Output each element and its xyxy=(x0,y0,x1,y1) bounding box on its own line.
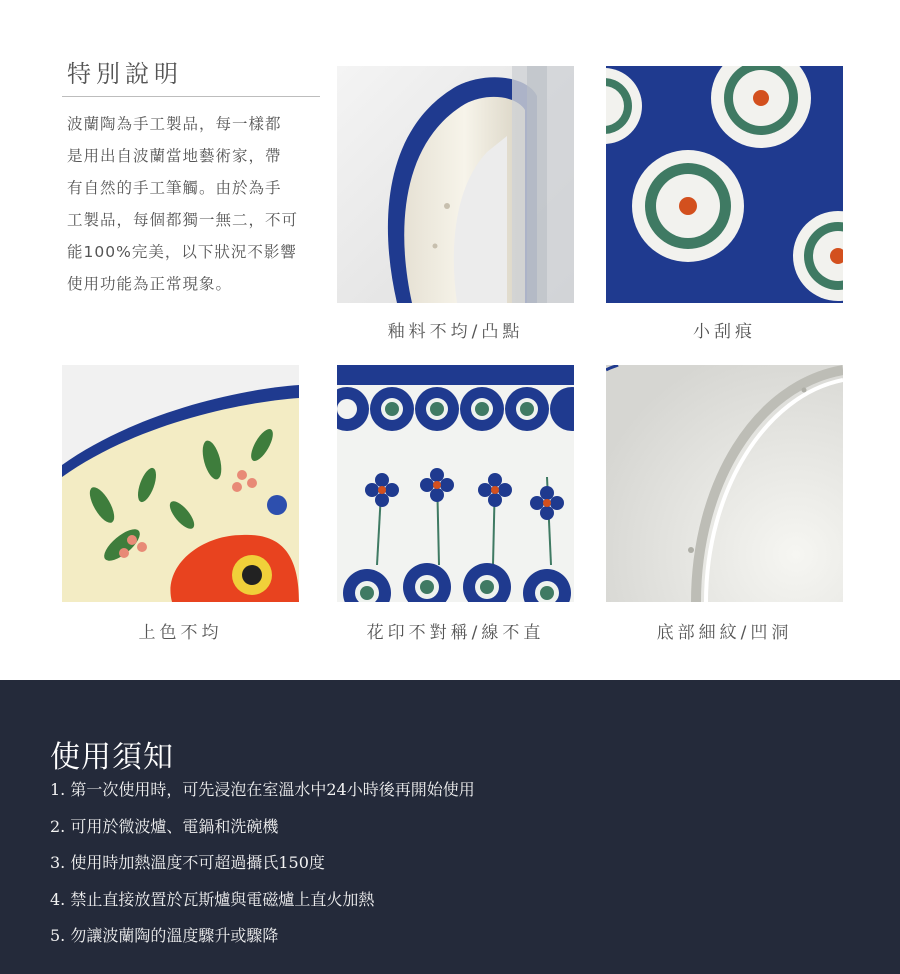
caption-uneven-glaze: 釉料不均/凸點 xyxy=(387,322,524,342)
usage-title: 使用須知 xyxy=(50,740,174,775)
usage-list xyxy=(50,772,475,955)
photo-uneven-glaze xyxy=(337,66,574,303)
photo-base-fine-lines xyxy=(606,365,843,602)
usage-item: 5. 勿讓波蘭陶的溫度驟升或驟降 xyxy=(50,926,279,945)
caption-small-scratch: 小刮痕 xyxy=(693,322,756,342)
photo-asymmetric-print xyxy=(337,365,574,602)
notes-line: 工製品，每個都獨一無二，不可 xyxy=(67,211,299,229)
caption-uneven-color: 上色不均 xyxy=(138,623,223,643)
notes-line: 能100%完美，以下狀況不影響 xyxy=(67,243,297,261)
usage-section xyxy=(0,680,900,974)
usage-item: 4. 禁止直接放置於瓦斯爐與電磁爐上直火加熱 xyxy=(50,889,375,909)
notes-line: 是用出自波蘭當地藝術家，帶 xyxy=(67,147,282,165)
notes-description xyxy=(67,108,323,300)
notes-line: 使用功能為正常現象。 xyxy=(67,275,233,293)
notes-line: 有自然的手工筆觸。由於為手 xyxy=(67,179,282,197)
usage-item: 2. 可用於微波爐、電鍋和洗碗機 xyxy=(50,816,279,836)
notes-line: 波蘭陶為手工製品，每一樣都 xyxy=(67,115,282,133)
photo-uneven-color xyxy=(62,365,299,602)
caption-base-fine-lines: 底部細紋/凹洞 xyxy=(656,623,793,643)
caption-asymmetric-print: 花印不對稱/線不直 xyxy=(366,623,545,643)
usage-item: 3. 使用時加熱溫度不可超過攝氏150度 xyxy=(50,853,325,872)
photo-small-scratch xyxy=(606,66,843,303)
notes-title: 特別說明 xyxy=(67,60,183,88)
title-divider xyxy=(62,96,320,97)
usage-item: 1. 第一次使用時，可先浸泡在室溫水中24小時後再開始使用 xyxy=(50,780,475,799)
